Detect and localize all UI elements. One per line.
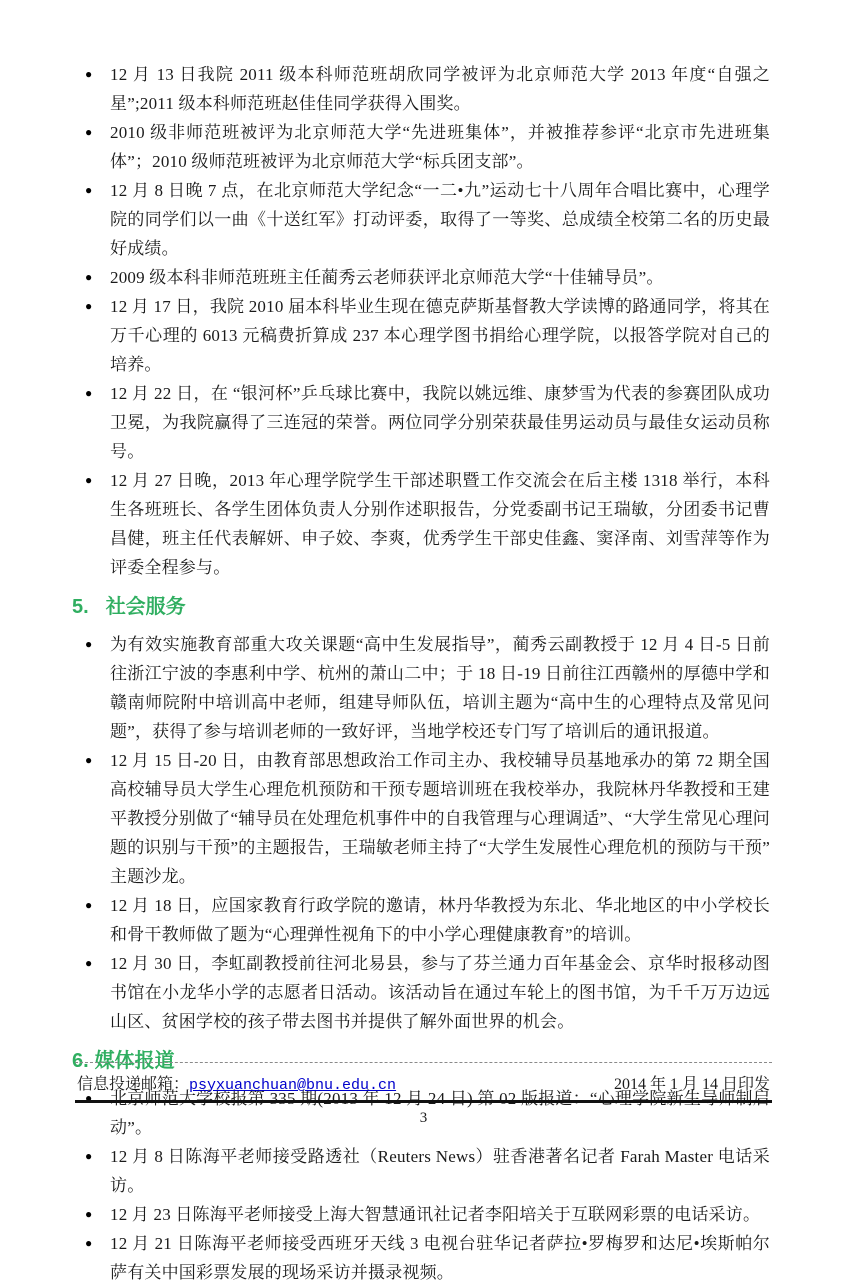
bullet-text: 12 月 30 日，李虹副教授前往河北易县，参与了芬兰通力百年基金会、京华时报移动图书馆在小龙华小学的志愿者日活动。该活动旨在通过车轮上的图书馆，为千千万万边远山区、贫困学校的孩子带去图书并提供了解外面世界的机会。 — [110, 954, 770, 1031]
page-footer — [75, 1062, 772, 1127]
bullet-icon: ● — [85, 183, 93, 197]
bullet-text: 为有效实施教育部重大攻关课题“高中生发展指导”，蔺秀云副教授于 12 月 4 日-5 日前往浙江宁波的李惠利中学、杭州的萧山二中；于 18 日-19 日前往江西赣州的厚德中学和赣南师院附中培训高中老师，组建导师队伍，培训主题为“高中生的心理特点及常见问题”，获得了参与培训老师的一致好评，当地学校还专门写了培训后的通讯报道。 — [110, 635, 770, 741]
bullet-item — [85, 263, 770, 292]
bullet-icon: ● — [85, 473, 93, 487]
bullet-item — [85, 292, 770, 379]
bullet-list — [72, 630, 770, 1036]
bullet-icon: ● — [85, 67, 93, 81]
bullet-icon: ● — [85, 299, 93, 313]
bullet-item — [85, 379, 770, 466]
bullet-list — [72, 60, 770, 582]
bullet-text: 12 月 13 日我院 2011 级本科师范班胡欣同学被评为北京师范大学 2013 年度“自强之星”;2011 级本科师范班赵佳佳同学获得入围奖。 — [110, 65, 770, 113]
bullet-text: 12 月 8 日陈海平老师接受路透社（Reuters News）驻香港著名记者 Farah Master 电话采访。 — [110, 1147, 770, 1195]
section-number: 6. — [72, 1050, 89, 1072]
bullet-icon: ● — [85, 1091, 93, 1105]
bullet-icon: ● — [85, 386, 93, 400]
bullet-item — [85, 118, 770, 176]
bullet-text: 2009 级本科非师范班班主任蔺秀云老师获评北京师范大学“十佳辅导员”。 — [110, 268, 664, 287]
bullet-icon: ● — [85, 1236, 93, 1250]
footer-row — [75, 1063, 772, 1103]
bullet-text: 北京师范大学校报第 335 期(2013 年 12 月 24 日) 第 02 版报道：“心理学院新生导师制启动”。 — [110, 1089, 770, 1137]
bullet-text: 12 月 8 日晚 7 点，在北京师范大学纪念“一二•九”运动七十八周年合唱比赛中，心理学院的同学们以一曲《十送红军》打动评委，取得了一等奖、总成绩全校第二名的历史最好成绩。 — [110, 181, 770, 258]
section-continued-bullets — [72, 60, 770, 582]
bullet-item — [85, 891, 770, 949]
bullet-icon: ● — [85, 125, 93, 139]
section-title: 媒体报道 — [94, 1050, 175, 1072]
bullet-icon: ● — [85, 270, 93, 284]
bullet-item — [85, 176, 770, 263]
email-link[interactable]: psyxuanchuan@bnu.edu.cn — [189, 1077, 397, 1094]
bullet-item — [85, 1142, 770, 1200]
section-title: 社会服务 — [105, 596, 186, 618]
section-social-service — [72, 595, 770, 1036]
bullet-item — [85, 746, 770, 891]
section-heading-social-service — [72, 595, 770, 619]
bullet-icon: ● — [85, 898, 93, 912]
bullet-text: 12 月 22 日，在 “银河杯”乒乓球比赛中，我院以姚远维、康梦雪为代表的参赛团队成功卫冕，为我院赢得了三连冠的荣誉。两位同学分别荣获最佳男运动员与最佳女运动员称号。 — [110, 384, 770, 461]
page-number: 3 — [419, 1110, 428, 1126]
bullet-item — [85, 949, 770, 1036]
bullet-text: 12 月 27 日晚，2013 年心理学院学生干部述职暨工作交流会在后主楼 1318 举行，本科生各班班长、各学生团体负责人分别作述职报告，分党委副书记王瑞敏，分团委书记曹昌健，班主任代表解妍、申子姣、李爽，优秀学生干部史佳鑫、窦泽南、刘雪萍等作为评委全程参与。 — [110, 471, 770, 577]
bullet-icon: ● — [85, 1149, 93, 1163]
bullet-icon: ● — [85, 1207, 93, 1221]
bullet-item — [85, 466, 770, 582]
bullet-text: 12 月 17 日，我院 2010 届本科毕业生现在德克萨斯基督教大学读博的路通同学，将其在万千心理的 6013 元稿费折算成 237 本心理学图书捐给心理学院，以报答学院对自己的培养。 — [110, 297, 770, 374]
bullet-text: 12 月 15 日-20 日，由教育部思想政治工作司主办、我校辅导员基地承办的第 72 期全国高校辅导员大学生心理危机预防和干预专题培训班在我校举办，我院林丹华教授和王建平教授分别做了“辅导员在处理危机事件中的自我管理与心理调适”、“大学生常见心理问题的识别与干预”的主题报告，王瑞敏老师主持了“大学生发展性心理危机的预防与干预”主题沙龙。 — [110, 751, 770, 886]
bullet-text: 12 月 21 日陈海平老师接受西班牙天线 3 电视台驻华记者萨拉•罗梅罗和达尼•埃斯帕尔萨有关中国彩票发展的现场采访并摄录视频。 — [110, 1234, 770, 1282]
bullet-icon: ● — [85, 956, 93, 970]
bullet-item — [85, 1200, 770, 1229]
bullet-icon: ● — [85, 637, 93, 651]
bullet-icon: ● — [85, 753, 93, 767]
print-date: 2014 年 1 月 14 日印发 — [613, 1076, 770, 1093]
contact-info — [77, 1071, 396, 1094]
email-label: 信息投递邮箱： — [77, 1076, 190, 1093]
bullet-text: 2010 级非师范班被评为北京师范大学“先进班集体”，并被推荐参评“北京市先进班集体”；2010 级师范班被评为北京师范大学“标兵团支部”。 — [110, 123, 770, 171]
bullet-item — [85, 1229, 770, 1287]
bullet-item — [85, 60, 770, 118]
bullet-item — [85, 630, 770, 746]
bullet-text: 12 月 18 日，应国家教育行政学院的邀请，林丹华教授为东北、华北地区的中小学校长和骨干教师做了题为“心理弹性视角下的中小学心理健康教育”的培训。 — [110, 896, 770, 944]
bullet-text: 12 月 23 日陈海平老师接受上海大智慧通讯社记者李阳培关于互联网彩票的电话采访。 — [110, 1205, 761, 1224]
section-number: 5. — [72, 596, 89, 618]
